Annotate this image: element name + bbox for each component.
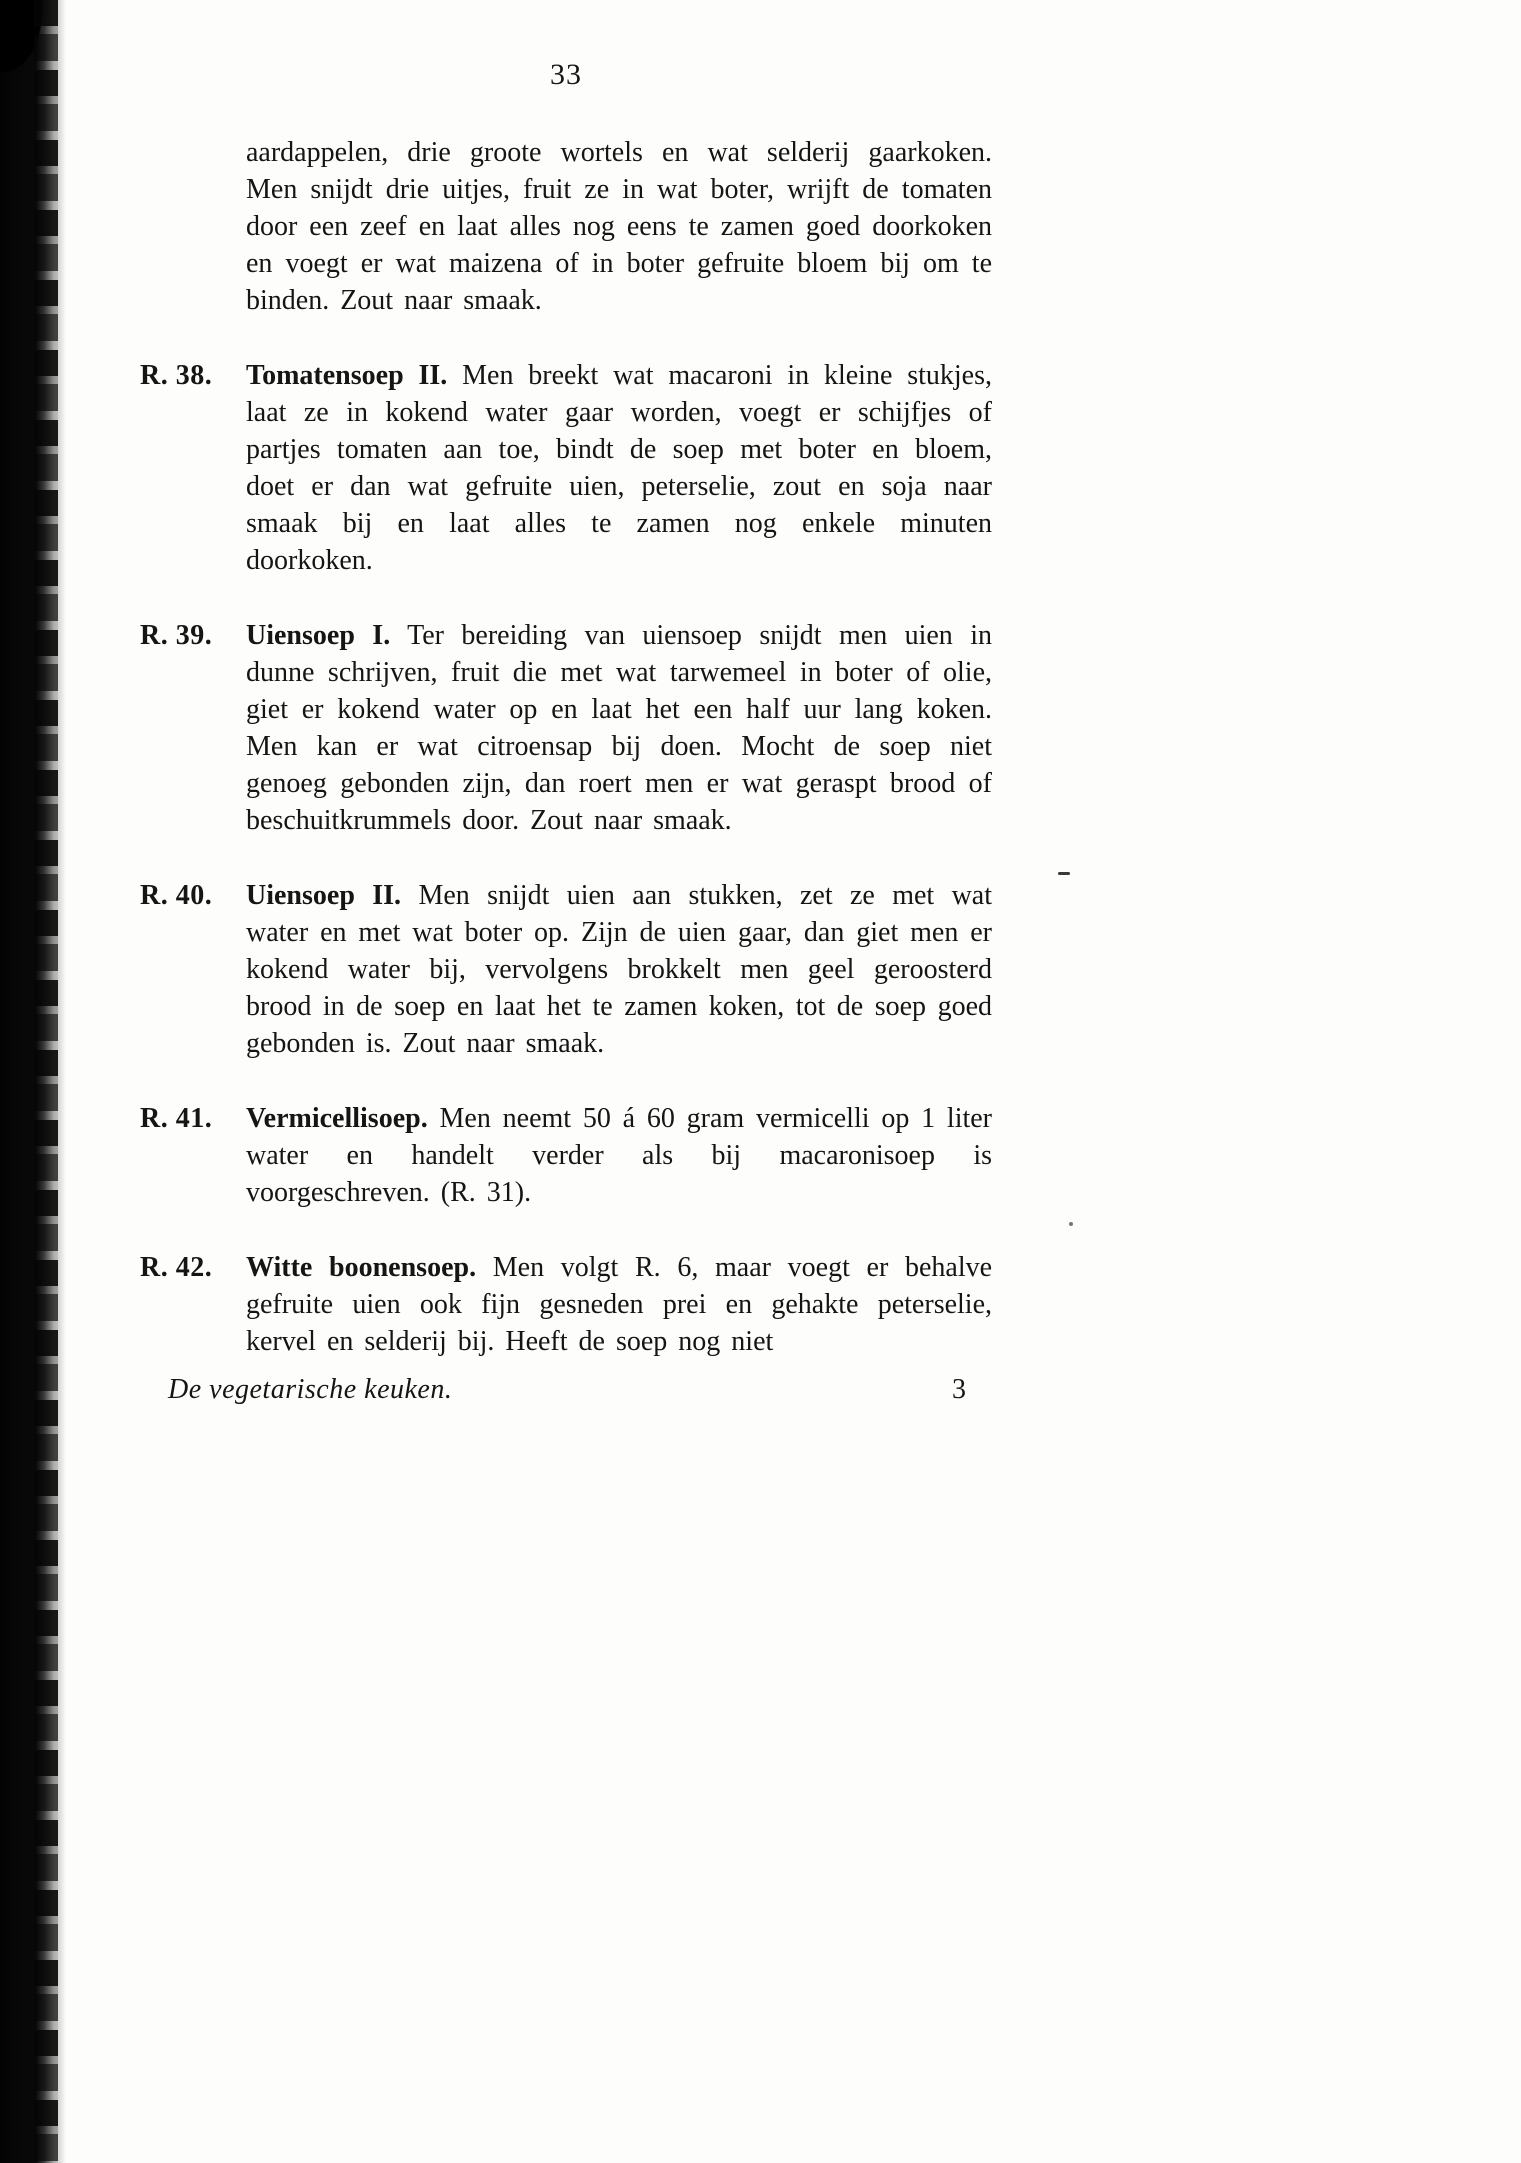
page-number: 33: [550, 58, 582, 91]
recipe-text: Men breekt wat macaroni in kleine stukjes, laat ze in kokend water gaar worden, voegt er schijfjes of partjes tomaten aan toe, bindt de soep met boter en bloem, doet er dan wat gefruite uien, peterselie, zout en soja naar smaak bij en laat alles te zamen nog enkele minuten doorkoken.: [246, 360, 992, 576]
recipe-body: [246, 1249, 992, 1360]
recipe-body: [246, 617, 992, 839]
recipe-number: R. 42.: [140, 1252, 213, 1283]
footer-book-title: De vegetarische keuken.: [168, 1374, 453, 1405]
recipe-number: R. 40.: [140, 880, 213, 911]
recipe-number: R. 38.: [140, 360, 213, 391]
footer-page-number: 3: [952, 1374, 966, 1405]
recipe-item: [140, 617, 992, 839]
recipe-number: R. 41.: [140, 1103, 213, 1134]
recipe-text: Men neemt 50 á 60 gram vermicelli op 1 liter water en handelt verder als bij macaronisoep is voorgeschreven. (R. 31).: [246, 1103, 993, 1208]
recipe-text: Men snijdt uien aan stukken, zet ze met wat water en met wat boter op. Zijn de uien gaar, dan giet men er kokend water bij, vervolgens brokkelt men geel geroosterd brood in de soep en laat het te zamen koken, tot de soep goed gebonden is. Zout naar smaak.: [246, 880, 992, 1059]
recipe-item: [140, 877, 992, 1062]
recipe-text: Men volgt R. 6, maar voegt er behalve gefruite uien ook fijn gesneden prei en gehakte peterselie, kervel en selderij bij. Heeft de soep nog niet: [246, 1252, 993, 1357]
scan-speck: [1069, 1222, 1073, 1226]
recipe-item: [140, 357, 992, 579]
recipe-body: [246, 877, 992, 1062]
recipe-title: Vermicellisoep.: [246, 1103, 428, 1134]
recipe-body: [246, 1100, 992, 1211]
recipe-item: [140, 1249, 992, 1360]
page-footer: [140, 1374, 992, 1406]
recipe-number: R. 39.: [140, 620, 213, 651]
recipe-title: Tomatensoep II.: [246, 360, 448, 391]
intro-paragraph: aardappelen, drie groote wortels en wat selderij gaarkoken. Men snijdt drie uitjes, fruit ze in wat boter, wrijft de tomaten door een zeef en laat alles nog eens te zamen goed doorkoken en voegt er wat maizena of in boter gefruite bloem bij om te binden. Zout naar smaak.: [246, 137, 992, 316]
recipe-title: Uiensoep II.: [246, 880, 402, 911]
recipe-text: Ter bereiding van uiensoep snijdt men uien in dunne schrijven, fruit die met wat tarwemeel in boter of olie, giet er kokend water op en laat het een half uur lang koken. Men kan er wat citroensap bij doen. Mocht de soep niet genoeg gebonden zijn, dan roert men er wat geraspt brood of beschuitkrummels door. Zout naar smaak.: [246, 620, 992, 836]
book-binding-shadow: [0, 0, 66, 2163]
recipe-item: [140, 1100, 992, 1211]
recipe-title: Witte boonensoep.: [246, 1252, 477, 1283]
scan-speck: [1058, 872, 1070, 875]
recipe-body: [246, 357, 992, 579]
page-content: [140, 58, 992, 1406]
recipe-title: Uiensoep I.: [246, 620, 391, 651]
binding-corner-blob: [0, 0, 58, 96]
